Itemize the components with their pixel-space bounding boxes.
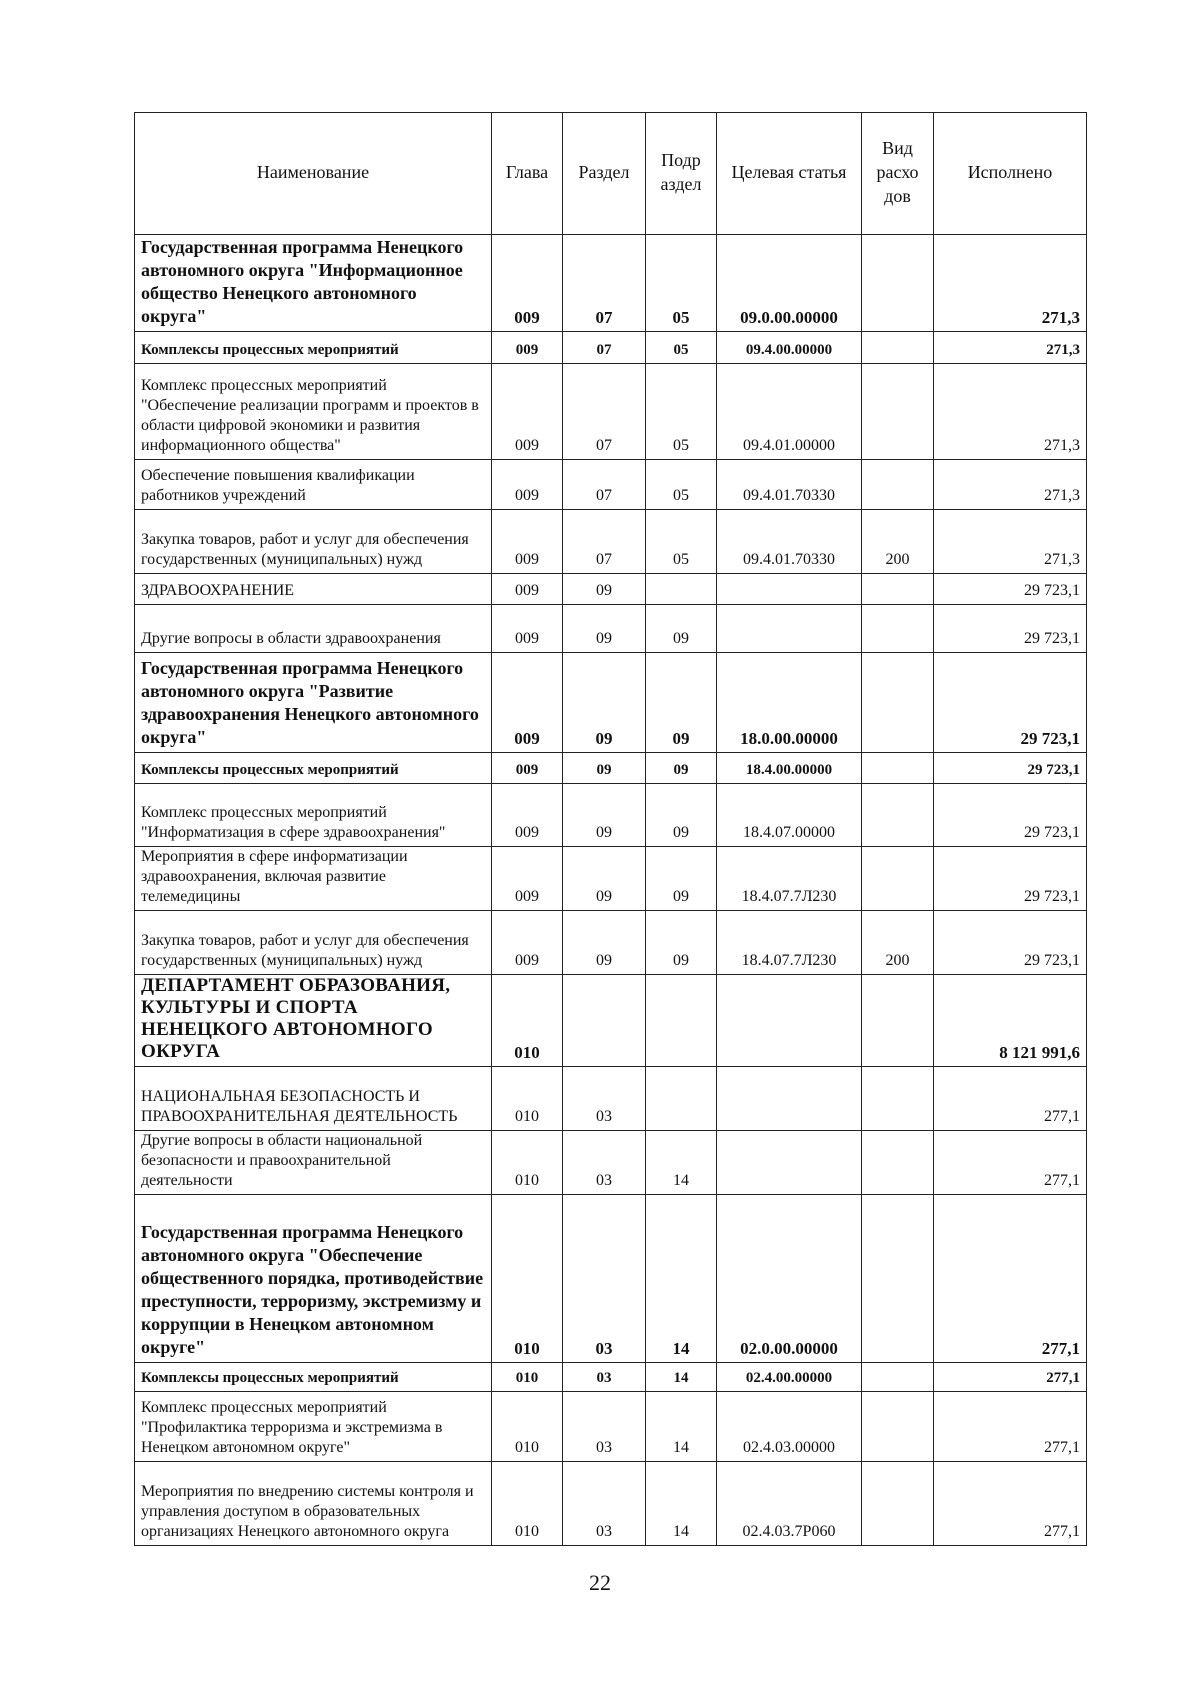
row-celevaya: 18.4.00.00000: [717, 753, 862, 784]
row-ispolneno: 8 121 991,6: [934, 975, 1087, 1067]
row-vid: [862, 332, 934, 364]
table-row: [135, 653, 1087, 753]
row-razdel: 07: [563, 332, 646, 364]
row-glava: 009: [492, 784, 563, 847]
row-vid: [862, 460, 934, 510]
table-row: [135, 847, 1087, 911]
header-name: Наименование: [135, 113, 492, 235]
row-ispolneno: 29 723,1: [934, 753, 1087, 784]
row-podrazdel: 09: [646, 911, 717, 975]
row-razdel: 03: [563, 1363, 646, 1392]
row-vid: 200: [862, 911, 934, 975]
row-celevaya: [717, 574, 862, 605]
row-podrazdel: 09: [646, 784, 717, 847]
row-vid: [862, 605, 934, 653]
row-celevaya: 02.4.00.00000: [717, 1363, 862, 1392]
row-name: Государственная программа Ненецкого автономного округа "Развитие здравоохранения Ненецкого автономного округа": [135, 653, 492, 753]
row-vid: [862, 784, 934, 847]
row-celevaya: 02.4.03.00000: [717, 1392, 862, 1462]
row-glava: 009: [492, 911, 563, 975]
row-podrazdel: 14: [646, 1195, 717, 1363]
row-glava: 009: [492, 460, 563, 510]
row-glava: 009: [492, 510, 563, 574]
budget-table: [134, 112, 1087, 1546]
row-razdel: 09: [563, 753, 646, 784]
row-name: Комплексы процессных мероприятий: [135, 332, 492, 364]
row-ispolneno: 29 723,1: [934, 847, 1087, 911]
row-name: ЗДРАВООХРАНЕНИЕ: [135, 574, 492, 605]
row-name: Комплекс процессных мероприятий "Обеспечение реализации программ и проектов в области цифровой экономики и развития информационного общества": [135, 364, 492, 460]
row-ispolneno: 277,1: [934, 1131, 1087, 1195]
row-name: ДЕПАРТАМЕНТ ОБРАЗОВАНИЯ, КУЛЬТУРЫ И СПОРТА НЕНЕЦКОГО АВТОНОМНОГО ОКРУГА: [135, 975, 492, 1067]
row-ispolneno: 271,3: [934, 510, 1087, 574]
row-ispolneno: 277,1: [934, 1195, 1087, 1363]
row-podrazdel: 09: [646, 847, 717, 911]
row-ispolneno: 29 723,1: [934, 653, 1087, 753]
row-ispolneno: 29 723,1: [934, 605, 1087, 653]
row-vid: [862, 1195, 934, 1363]
table-row: [135, 1392, 1087, 1462]
row-celevaya: 02.0.00.00000: [717, 1195, 862, 1363]
table-row: [135, 753, 1087, 784]
row-vid: [862, 1131, 934, 1195]
row-podrazdel: 14: [646, 1363, 717, 1392]
row-razdel: 09: [563, 784, 646, 847]
row-vid: [862, 1392, 934, 1462]
row-glava: 009: [492, 605, 563, 653]
row-razdel: 07: [563, 510, 646, 574]
row-vid: [862, 1067, 934, 1131]
row-razdel: 03: [563, 1195, 646, 1363]
row-celevaya: 18.4.07.7Л230: [717, 847, 862, 911]
row-razdel: 03: [563, 1131, 646, 1195]
row-name: Государственная программа Ненецкого автономного округа "Информационное общество Ненецкого автономного округа": [135, 235, 492, 332]
row-name: Мероприятия в сфере информатизации здравоохранения, включая развитие телемедицины: [135, 847, 492, 911]
row-name: Комплекс процессных мероприятий "Профилактика терроризма и экстремизма в Ненецком автономном округе": [135, 1392, 492, 1462]
row-vid: [862, 1462, 934, 1546]
row-ispolneno: 29 723,1: [934, 911, 1087, 975]
header-celevaya: Целевая статья: [717, 113, 862, 235]
row-ispolneno: 271,3: [934, 235, 1087, 332]
row-celevaya: [717, 1131, 862, 1195]
table-row: [135, 332, 1087, 364]
row-name: Закупка товаров, работ и услуг для обеспечения государственных (муниципальных) нужд: [135, 510, 492, 574]
row-razdel: 03: [563, 1462, 646, 1546]
row-glava: 010: [492, 1067, 563, 1131]
row-celevaya: [717, 605, 862, 653]
row-name: Мероприятия по внедрению системы контроля и управления доступом в образовательных организациях Ненецкого автономного округа: [135, 1462, 492, 1546]
table-row: [135, 1131, 1087, 1195]
row-ispolneno: 271,3: [934, 332, 1087, 364]
row-celevaya: 18.4.07.7Л230: [717, 911, 862, 975]
row-name: Государственная программа Ненецкого автономного округа "Обеспечение общественного порядка, противодействие преступности, терроризму, экстремизму и коррупции в Ненецком автономном округе": [135, 1195, 492, 1363]
row-razdel: [563, 975, 646, 1067]
row-vid: [862, 653, 934, 753]
row-glava: 009: [492, 574, 563, 605]
row-vid: [862, 975, 934, 1067]
header-ispolneno: Исполнено: [934, 113, 1087, 235]
row-glava: 010: [492, 1462, 563, 1546]
row-podrazdel: 05: [646, 510, 717, 574]
table-row: [135, 235, 1087, 332]
row-glava: 010: [492, 1195, 563, 1363]
row-ispolneno: 277,1: [934, 1067, 1087, 1131]
row-ispolneno: 277,1: [934, 1363, 1087, 1392]
row-vid: [862, 847, 934, 911]
row-podrazdel: [646, 1067, 717, 1131]
header-podrazdel: Подр аздел: [646, 113, 717, 235]
row-glava: 009: [492, 847, 563, 911]
row-podrazdel: 14: [646, 1392, 717, 1462]
row-glava: 010: [492, 1392, 563, 1462]
row-celevaya: [717, 975, 862, 1067]
row-podrazdel: [646, 574, 717, 605]
row-glava: 009: [492, 332, 563, 364]
table-row: [135, 1067, 1087, 1131]
row-razdel: 09: [563, 653, 646, 753]
row-razdel: 09: [563, 847, 646, 911]
row-razdel: 09: [563, 911, 646, 975]
table-row: [135, 1363, 1087, 1392]
row-vid: [862, 235, 934, 332]
row-glava: 009: [492, 653, 563, 753]
row-podrazdel: 09: [646, 753, 717, 784]
table-row: [135, 605, 1087, 653]
row-ispolneno: 277,1: [934, 1462, 1087, 1546]
row-vid: [862, 753, 934, 784]
row-celevaya: [717, 1067, 862, 1131]
row-celevaya: 09.0.00.00000: [717, 235, 862, 332]
row-razdel: 09: [563, 605, 646, 653]
table-row: [135, 1462, 1087, 1546]
page-number: 22: [589, 1570, 611, 1595]
table-row: [135, 510, 1087, 574]
table-row: [135, 574, 1087, 605]
row-celevaya: 18.4.07.00000: [717, 784, 862, 847]
table-row: [135, 784, 1087, 847]
row-vid: [862, 1363, 934, 1392]
row-podrazdel: 05: [646, 364, 717, 460]
table-header-row: [135, 113, 1087, 235]
table-row: [135, 1195, 1087, 1363]
row-podrazdel: 14: [646, 1131, 717, 1195]
table-row: [135, 975, 1087, 1067]
table-row: [135, 911, 1087, 975]
row-ispolneno: 29 723,1: [934, 574, 1087, 605]
row-podrazdel: [646, 975, 717, 1067]
row-glava: 010: [492, 1131, 563, 1195]
row-razdel: 03: [563, 1067, 646, 1131]
row-glava: 010: [492, 975, 563, 1067]
row-podrazdel: 05: [646, 332, 717, 364]
row-celevaya: 02.4.03.7Р060: [717, 1462, 862, 1546]
row-name: Комплекс процессных мероприятий "Информатизация в сфере здравоохранения": [135, 784, 492, 847]
row-glava: 009: [492, 235, 563, 332]
row-ispolneno: 271,3: [934, 460, 1087, 510]
row-name: НАЦИОНАЛЬНАЯ БЕЗОПАСНОСТЬ И ПРАВООХРАНИТЕЛЬНАЯ ДЕЯТЕЛЬНОСТЬ: [135, 1067, 492, 1131]
row-celevaya: 09.4.01.00000: [717, 364, 862, 460]
row-podrazdel: 09: [646, 605, 717, 653]
header-glava: Глава: [492, 113, 563, 235]
row-podrazdel: 14: [646, 1462, 717, 1546]
row-razdel: 07: [563, 235, 646, 332]
row-podrazdel: 09: [646, 653, 717, 753]
row-name: Комплексы процессных мероприятий: [135, 753, 492, 784]
row-vid: 200: [862, 510, 934, 574]
row-name: Комплексы процессных мероприятий: [135, 1363, 492, 1392]
table-row: [135, 460, 1087, 510]
row-vid: [862, 364, 934, 460]
row-ispolneno: 29 723,1: [934, 784, 1087, 847]
row-podrazdel: 05: [646, 235, 717, 332]
row-celevaya: 09.4.00.00000: [717, 332, 862, 364]
row-razdel: 07: [563, 364, 646, 460]
row-podrazdel: 05: [646, 460, 717, 510]
row-glava: 009: [492, 753, 563, 784]
row-name: Закупка товаров, работ и услуг для обеспечения государственных (муниципальных) нужд: [135, 911, 492, 975]
row-razdel: 07: [563, 460, 646, 510]
row-name: Другие вопросы в области национальной безопасности и правоохранительной деятельности: [135, 1131, 492, 1195]
header-vid: Вид расхо дов: [862, 113, 934, 235]
row-ispolneno: 277,1: [934, 1392, 1087, 1462]
row-name: Обеспечение повышения квалификации работников учреждений: [135, 460, 492, 510]
row-glava: 009: [492, 364, 563, 460]
row-razdel: 03: [563, 1392, 646, 1462]
row-vid: [862, 574, 934, 605]
row-ispolneno: 271,3: [934, 364, 1087, 460]
row-razdel: 09: [563, 574, 646, 605]
row-name: Другие вопросы в области здравоохранения: [135, 605, 492, 653]
row-celevaya: 18.0.00.00000: [717, 653, 862, 753]
row-celevaya: 09.4.01.70330: [717, 510, 862, 574]
table-row: [135, 364, 1087, 460]
row-glava: 010: [492, 1363, 563, 1392]
row-celevaya: 09.4.01.70330: [717, 460, 862, 510]
header-razdel: Раздел: [563, 113, 646, 235]
